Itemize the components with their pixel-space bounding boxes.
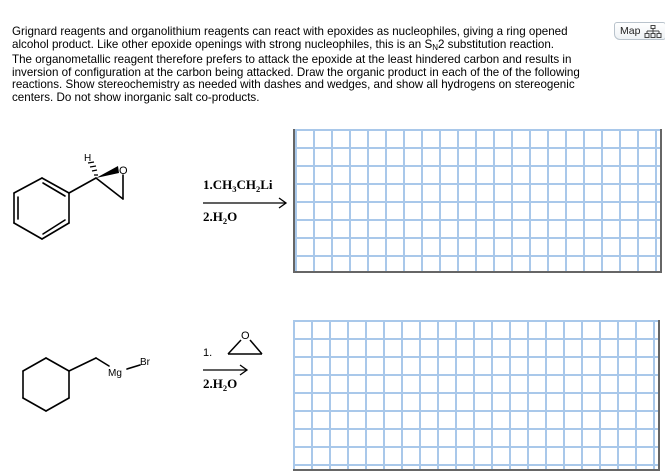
epoxide-o-label: O (241, 330, 250, 342)
reaction-arrow-1 (203, 198, 286, 208)
reaction-2-reagent-2: $2.H_2O$ (203, 376, 238, 393)
instructions-line-1: Grignard reagents and organolithium reagents can react with epoxides as nucleophiles, giving a ring opened (12, 25, 568, 38)
atom-label-h: H (84, 153, 92, 164)
reaction-1-reagent-2: $2.H_2O$ (203, 209, 238, 226)
product-drawing-area-1[interactable] (293, 129, 662, 273)
epoxide-reagent-icon (228, 340, 262, 354)
product-drawing-area-2[interactable] (293, 320, 660, 471)
atom-label-mg: Mg (108, 368, 122, 379)
map-button-label: Map (620, 25, 641, 37)
instructions-paragraph-2: The organometallic reagent therefore prefers to attack the epoxide at the least hindered carbon and results in inversion of configuration at the carbon being attacked. Draw the organic product in each of the of the following reactions. Show stereochemistry as needed with dashes and wedges, and show all hydrogens on stereogenic centers. Do not show inorganic salt co-products. (12, 53, 580, 104)
reaction-arrow-2 (203, 365, 247, 375)
reaction-1-reagent-1: $1.CH_3CH_2Li$ (203, 177, 273, 194)
atom-label-br: Br (140, 357, 150, 368)
instructions-line-2-end: 2 substitution reaction. (438, 37, 555, 51)
instructions-line-2: alcohol product. Like other epoxide openings with strong nucleophiles, this is an S (12, 37, 433, 51)
atom-label-o: O (119, 165, 128, 177)
sn2-subscript: N (432, 42, 438, 52)
reaction-2-step-1-label: 1. (203, 347, 213, 359)
